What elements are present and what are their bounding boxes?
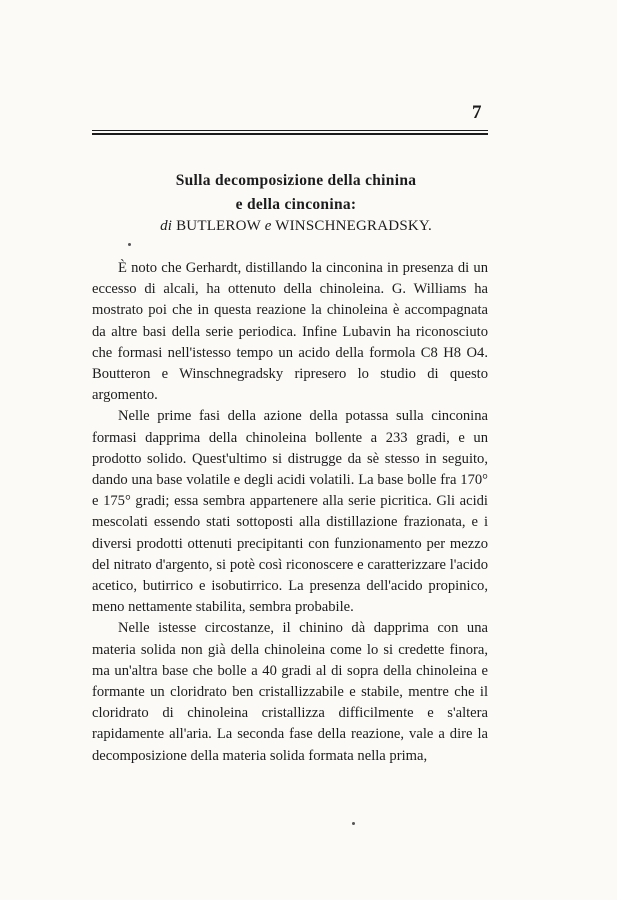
byline bbox=[92, 218, 500, 235]
article-body bbox=[92, 258, 488, 767]
author-2: WINSCHNEGRADSKY. bbox=[275, 218, 432, 234]
header-rule-thick bbox=[92, 133, 488, 135]
author-1: BUTLEROW bbox=[176, 218, 261, 234]
paragraph-3: Nelle istesse circostanze, il chinino dà dapprima con una materia solida non già della chinoleina come lo si credette finora, ma un'altra base che bolle a 40 gradi al di sopra della chinoleina e formante un cloridrato ben cristallizzabile e stabile, mentre che il cloridrato di chinoleina cristallizza difficilmente e s'altera rapidamente all'aria. La seconda fase della reazione, vale a dire la decomposizione della materia solida formata nella prima, bbox=[92, 620, 488, 764]
byline-prefix: di bbox=[160, 218, 173, 234]
page-number: 7 bbox=[472, 102, 482, 123]
paper-speck bbox=[352, 822, 355, 825]
article-title-line-2: e della cinconina: bbox=[235, 196, 357, 213]
article-title-line-1: Sulla decomposizione della chinina bbox=[175, 172, 417, 189]
paper-speck bbox=[128, 243, 131, 246]
header-rule-thin bbox=[92, 130, 488, 131]
paragraph-1: È noto che Gerhardt, distillando la cinconina in presenza di un eccesso di alcali, ha ottenuto della chinoleina. G. Williams ha mostrato poi che in questa reazione la chinoleina è accompagnata da altre basi della serie periodica. Infine Lubavin ha riconosciuto che formasi nell'istesso tempo un acido della formola C8 H8 O4. Boutteron e Winschnegradsky ripresero lo studio di questo argomento. bbox=[92, 260, 488, 404]
byline-conjunction: e bbox=[264, 218, 272, 234]
paragraph-2: Nelle prime fasi della azione della potassa sulla cinconina formasi dapprima della chinoleina bollente a 233 gradi, e un prodotto solido. Quest'ultimo si distrugge da sè stesso in seguito, dando una base volatile e degli acidi volatili. La base bolle fra 170° e 175° gradi; essa sembra appartenere alla serie picritica. Gli acidi mescolati essendo stati sottoposti alla distillazione frazionata, e i diversi prodotti ottenuti precipitanti con funzionamento per mezzo del nitrato d'argento, si potè così riconoscere e caratterizzare l'acido acetico, butirrico e isobutirrico. La presenza dell'acido propinico, meno nettamente stabilita, sembra probabile. bbox=[92, 408, 488, 616]
